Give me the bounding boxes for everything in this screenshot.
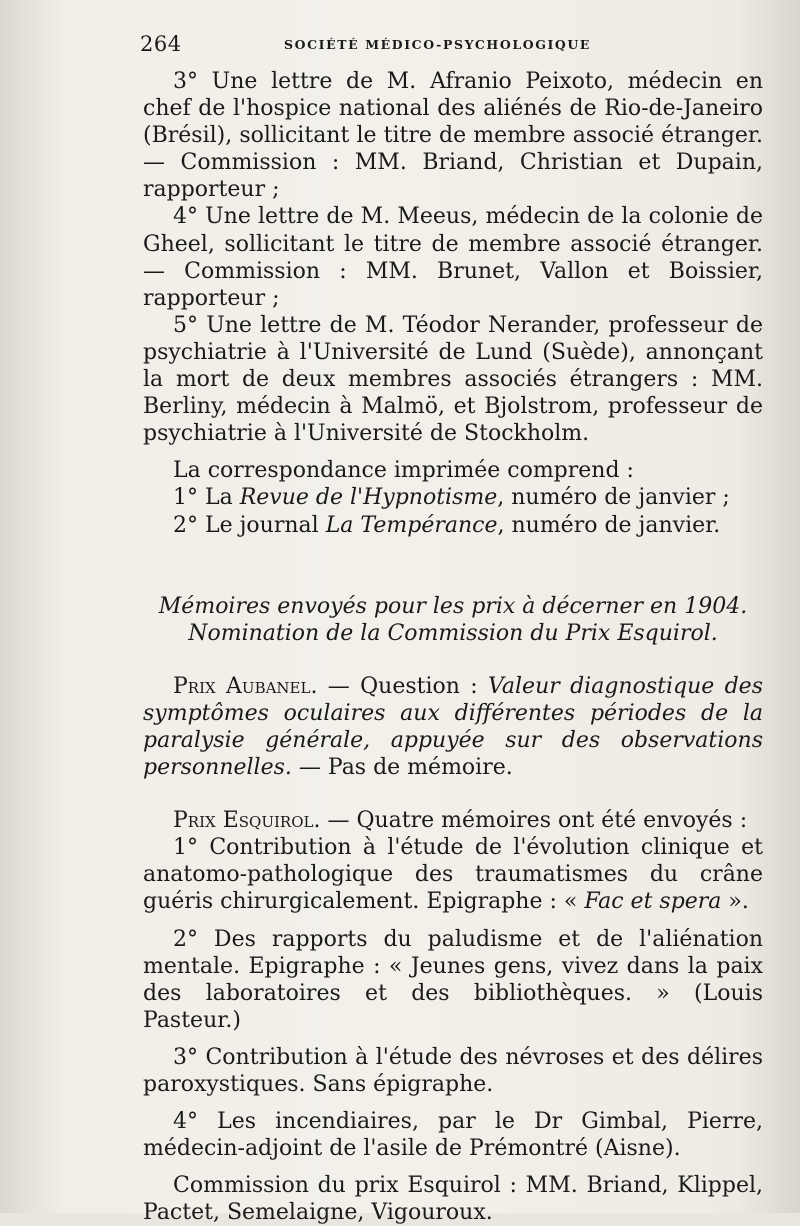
section-heading-text: Nomination de la Commission du Prix Esquirol. [188, 620, 718, 646]
memoir-text: ». [721, 889, 749, 915]
printed-item-2 [143, 512, 763, 539]
item-text: , numéro de janvier ; [497, 485, 730, 511]
section-heading-line-1 [143, 593, 763, 620]
letter-nerander-paragraph: 5° Une lettre de M. Téodor Nerander, professeur de psychiatrie à l'Université de Lund (Suède), annonçant la mort de deux membres associés étrangers : MM. Berliny, médecin à Malmö, et Bjolstrom, professeur de psychiatrie à l'Université de Stockholm. [143, 312, 763, 447]
item-text: 2° Le journal [173, 512, 326, 538]
prix-esquirol-paragraph [143, 807, 763, 834]
prize-name: Prix Esquirol. [173, 808, 321, 834]
prize-question: Valeur diagnostique des symptômes oculaires aux différentes périodes de la paralysie générale, appuyée sur des observations personnelles. [143, 673, 763, 781]
commission-esquirol: Commission du prix Esquirol : MM. Briand, Klippel, Pactet, Semelaigne, Vigouroux. [143, 1173, 763, 1226]
letter-meeus-paragraph: 4° Une lettre de M. Meeus, médecin de la colonie de Gheel, sollicitant le titre de membre associé étranger. — Commission : MM. Brunet, Vallon et Boissier, rapporteur ; [143, 204, 763, 311]
page-header [140, 32, 760, 62]
memoir-1 [143, 834, 763, 915]
memoir-3: 3° Contribution à l'étude des névroses et des délires paroxystiques. Sans épigraphe. [143, 1044, 763, 1097]
memoir-epigraph: Fac et spera [584, 889, 722, 915]
prize-text: — Pas de mémoire. [291, 755, 513, 781]
printed-correspondence-intro: La correspondance imprimée comprend : [173, 458, 634, 484]
memoir-text: 1° Contribution à l'étude de l'évolution clinique et anatomo-pathologique des traumatismes du crâne guéris chirurgicalement. Epigraphe : « [143, 835, 763, 915]
journal-title: La Tempérance [325, 512, 498, 538]
item-text: , numéro de janvier. [497, 512, 721, 538]
memoir-4: 4° Les incendiaires, par le Dr Gimbal, Pierre, médecin-adjoint de l'asile de Prémontré (Aisne). [143, 1109, 763, 1162]
memoir-2: 2° Des rapports du paludisme et de l'aliénation mentale. Epigraphe : « Jeunes gens, vivez dans la paix des laboratoires et des bibliothèques. » (Louis Pasteur.) [143, 926, 763, 1033]
letter-peixoto-paragraph: 3° Une lettre de M. Afranio Peixoto, médecin en chef de l'hospice national des aliénés de Rio-de-Janeiro (Brésil), sollicitant le titre de membre associé étranger. — Commission : MM. Briand, Christian et Dupain, rapporteur ; [143, 69, 763, 203]
journal-title: Revue de l'Hypnotisme [239, 485, 498, 511]
page-body [143, 68, 763, 1226]
prix-aubanel-paragraph [143, 673, 763, 781]
prize-name: Prix Aubanel. [173, 673, 318, 699]
section-heading-text: Mémoires envoyés pour les prix à décerner en 1904. [158, 593, 748, 619]
printed-item-1 [143, 484, 763, 511]
item-text: 1° La [173, 485, 240, 511]
section-heading-line-2 [143, 620, 763, 647]
running-title: SOCIÉTÉ MÉDICO-PSYCHOLOGIQUE [284, 37, 592, 52]
prize-text: — Quatre mémoires ont été envoyés : [320, 808, 748, 834]
prize-text: — Question : [317, 673, 489, 699]
page-number: 264 [140, 32, 182, 56]
